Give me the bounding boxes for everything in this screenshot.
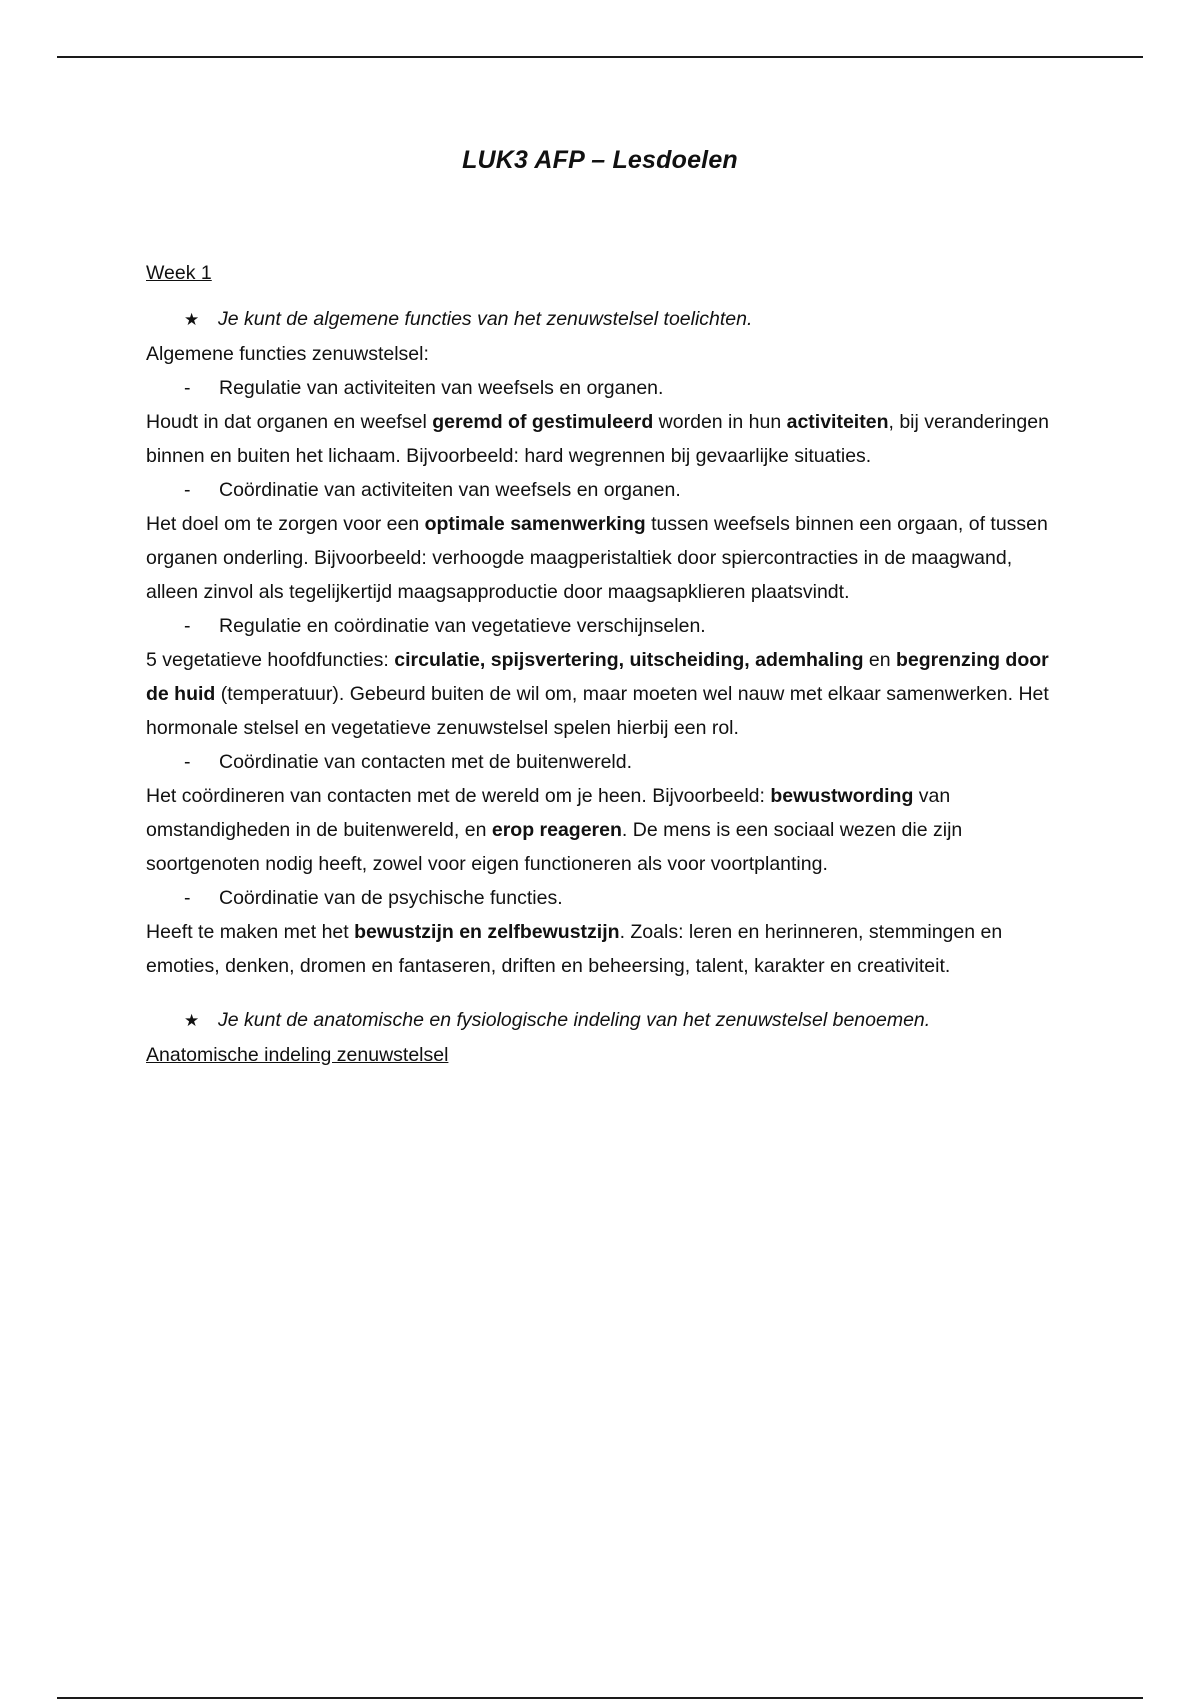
paragraph-4 xyxy=(146,779,1066,881)
spacer xyxy=(146,983,1066,1003)
paragraph-1-text-b: worden in hun xyxy=(653,411,787,433)
paragraph-1 xyxy=(146,405,1066,473)
dash-bullet-icon: - xyxy=(184,479,191,501)
paragraph-4-text-c: . De mens is een sociaal wezen die zijn soortgenoten nodig heeft, zowel voor eigen functioneren als voor voortplanting. xyxy=(146,819,963,875)
section-subheading-2: Anatomische indeling zenuwstelsel xyxy=(146,1044,449,1066)
paragraph-4-bold-a: bewustwording xyxy=(770,785,914,807)
footer-rule xyxy=(57,1697,1143,1699)
dash-bullet-icon: - xyxy=(184,615,191,637)
bullet-item-1 xyxy=(146,371,1066,405)
paragraph-3-bold-b: begrenzing door de huid xyxy=(146,649,1049,705)
paragraph-5-text-a: Heeft te maken met het xyxy=(146,921,355,943)
learning-goal-2-text: Je kunt de anatomische en fysiologische indeling van het zenuwstelsel benoemen. xyxy=(218,1009,931,1031)
paragraph-4-text-b: van omstandigheden in de buitenwereld, en xyxy=(146,785,951,841)
paragraph-2-bold-a: optimale samenwerking xyxy=(424,513,646,535)
paragraph-3-text-c: (temperatuur). Gebeurd buiten de wil om, maar moeten wel nauw met elkaar samenwerken. Het hormonale stelsel en vegetatieve zenuwstelsel spelen hierbij een rol. xyxy=(146,683,1049,739)
star-bullet-icon: ★ xyxy=(184,310,200,329)
paragraph-1-text-c: , bij veranderingen binnen en buiten het lichaam. Bijvoorbeeld: hard wegrennen bij gevaarlijke situaties. xyxy=(146,411,1049,467)
paragraph-4-text-a: Het coördineren van contacten met de wereld om je heen. Bijvoorbeeld: xyxy=(146,785,771,807)
learning-goal-1 xyxy=(184,302,1066,337)
header-rule xyxy=(57,56,1143,58)
paragraph-1-bold-a: geremd of gestimuleerd xyxy=(432,411,654,433)
bullet-item-2-text: Coördinatie van activiteiten van weefsels en organen. xyxy=(219,479,681,501)
bullet-item-3-text: Regulatie en coördinatie van vegetatieve verschijnselen. xyxy=(219,615,706,637)
week-heading: Week 1 xyxy=(146,262,212,284)
paragraph-3-text-b: en xyxy=(863,649,897,671)
learning-goal-2 xyxy=(184,1003,1066,1038)
paragraph-1-bold-b: activiteiten xyxy=(786,411,889,433)
dash-bullet-icon: - xyxy=(184,751,191,773)
paragraph-2 xyxy=(146,507,1066,609)
bullet-item-5-text: Coördinatie van de psychische functies. xyxy=(219,887,563,909)
section-subheading: Algemene functies zenuwstelsel: xyxy=(146,343,429,365)
paragraph-5 xyxy=(146,915,1066,983)
paragraph-3-bold-a: circulatie, spijsvertering, uitscheiding, ademhaling xyxy=(394,649,864,671)
paragraph-3-text-a: 5 vegetatieve hoofdfuncties: xyxy=(146,649,395,671)
bullet-item-4-text: Coördinatie van contacten met de buitenwereld. xyxy=(219,751,633,773)
dash-bullet-icon: - xyxy=(184,377,191,399)
paragraph-1-text-a: Houdt in dat organen en weefsel xyxy=(146,411,433,433)
bullet-item-2 xyxy=(146,473,1066,507)
bullet-item-3 xyxy=(146,609,1066,643)
dash-bullet-icon: - xyxy=(184,887,191,909)
learning-goal-1-text: Je kunt de algemene functies van het zenuwstelsel toelichten. xyxy=(218,308,753,330)
paragraph-5-bold-a: bewustzijn en zelfbewustzijn xyxy=(354,921,620,943)
document-body xyxy=(146,256,1066,1072)
bullet-item-5 xyxy=(146,881,1066,915)
paragraph-3 xyxy=(146,643,1066,745)
page-title: LUK3 AFP – Lesdoelen xyxy=(462,146,738,174)
bullet-item-1-text: Regulatie van activiteiten van weefsels en organen. xyxy=(219,377,664,399)
paragraph-5-text-b: . Zoals: leren en herinneren, stemmingen en emoties, denken, dromen en fantaseren, driften en beheersing, talent, karakter en creativiteit. xyxy=(146,921,1003,977)
paragraph-2-text-a: Het doel om te zorgen voor een xyxy=(146,513,425,535)
bullet-item-4 xyxy=(146,745,1066,779)
paragraph-2-text-b: tussen weefsels binnen een orgaan, of tussen organen onderling. Bijvoorbeeld: verhoogde maagperistaltiek door spiercontracties in de maagwand, alleen zinvol als tegelijkertijd maagsapproductie door maagsapklieren plaatsvindt. xyxy=(146,513,1048,603)
star-bullet-icon: ★ xyxy=(184,1011,200,1030)
paragraph-4-bold-b: erop reageren xyxy=(491,819,622,841)
